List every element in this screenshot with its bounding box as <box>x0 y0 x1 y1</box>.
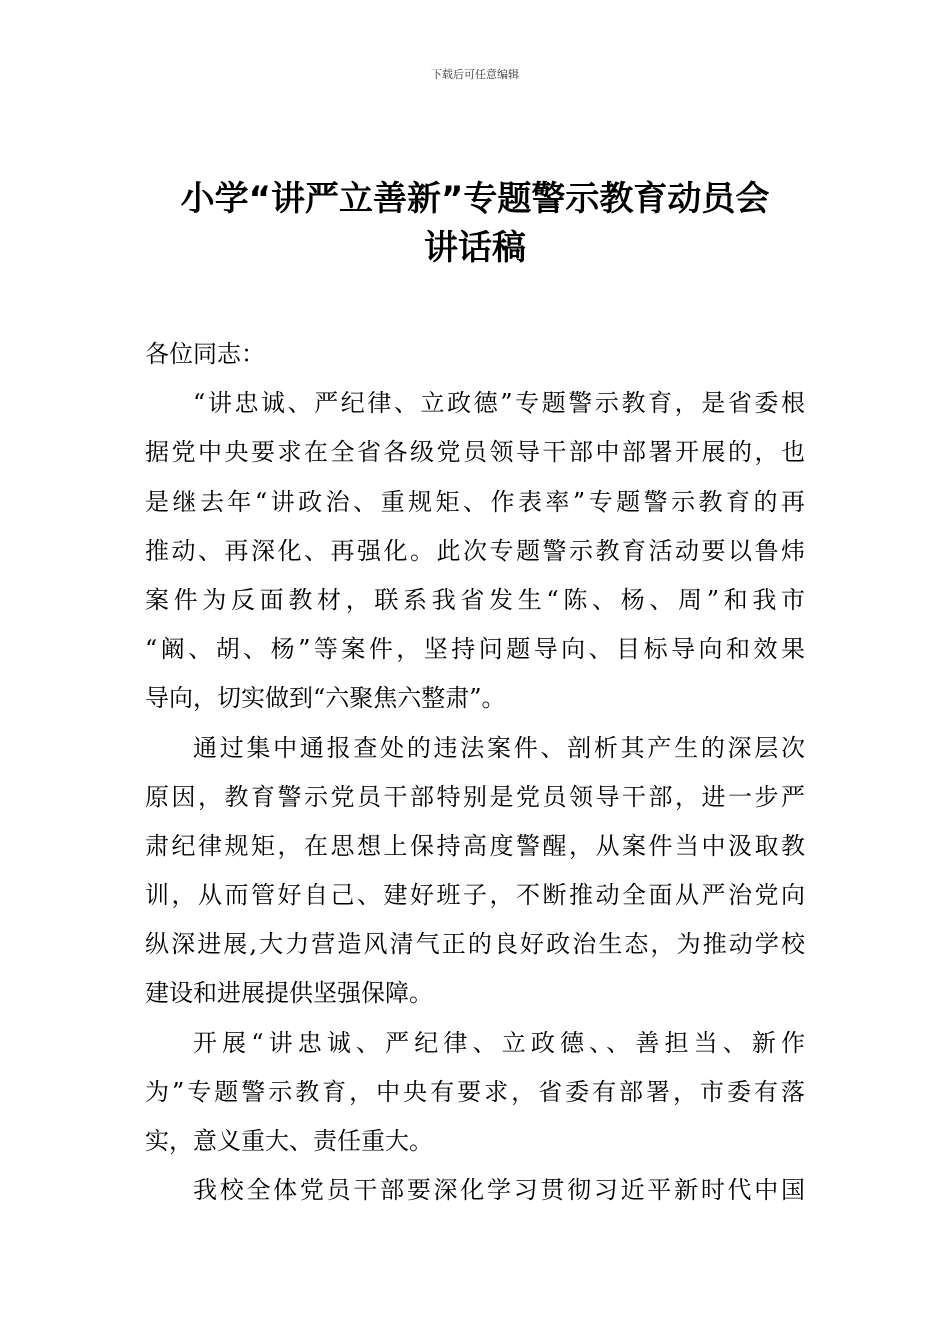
paragraph-line: 导向，切实做到“六聚焦六整肃”。 <box>145 684 506 713</box>
paragraph-1 <box>145 379 805 723</box>
paragraph-line: “讲忠诚、严纪律、立政德”专题警示教育，是省委根 <box>193 389 805 418</box>
salutation: 各位同志： <box>145 340 265 368</box>
paragraph-line: 纵深进展,大力营造风清气正的良好政治生态，为推动学校 <box>145 930 805 959</box>
paragraph-line: 原因，教育警示党员干部特别是党员领导干部，进一步严 <box>145 782 805 811</box>
document-body <box>145 330 805 1215</box>
paragraph-line: 推动、再深化、再强化。此次专题警示教育活动要以鲁炜 <box>145 536 805 565</box>
paragraph-line: 案件为反面教材，联系我省发生“陈、杨、周”和我市 <box>145 585 805 614</box>
title-line: 小学“讲严立善新”专题警示教育动员会 <box>180 179 770 219</box>
paragraph-line: 据党中央要求在全省各级党员领导干部中部署开展的，也 <box>145 438 805 467</box>
paragraph-line: 通过集中通报查处的违法案件、剖析其产生的深层次 <box>193 733 805 762</box>
paragraph-line: 实，意义重大、责任重大。 <box>145 1127 433 1155</box>
header-note: 下载后可任意编辑 <box>431 68 519 81</box>
paragraph-2 <box>145 724 805 1019</box>
paragraph-3 <box>145 1019 805 1167</box>
document-title <box>140 172 810 270</box>
paragraph-line: 开展“讲忠诚、严纪律、立政德、、善担当、新作 <box>193 1028 805 1057</box>
paragraph-line: 肃纪律规矩，在思想上保持高度警醒，从案件当中汲取教 <box>145 831 805 860</box>
paragraph-line: “阚、胡、杨”等案件，坚持问题导向、目标导向和效果 <box>145 635 805 664</box>
paragraph-line: 建设和进展提供坚强保障。 <box>145 979 433 1008</box>
paragraph-line: 为”专题警示教育，中央有要求，省委有部署，市委有落 <box>145 1077 805 1106</box>
paragraph-line: 是继去年“讲政治、重规矩、作表率”专题警示教育的再 <box>145 487 805 516</box>
paragraph-line: 我校全体党员干部要深化学习贯彻习近平新时代中国 <box>193 1176 805 1205</box>
paragraph-4 <box>145 1166 805 1215</box>
paragraph-line: 训，从而管好自己、建好班子，不断推动全面从严治党向 <box>145 881 805 910</box>
title-line: 讲话稿 <box>424 228 526 269</box>
